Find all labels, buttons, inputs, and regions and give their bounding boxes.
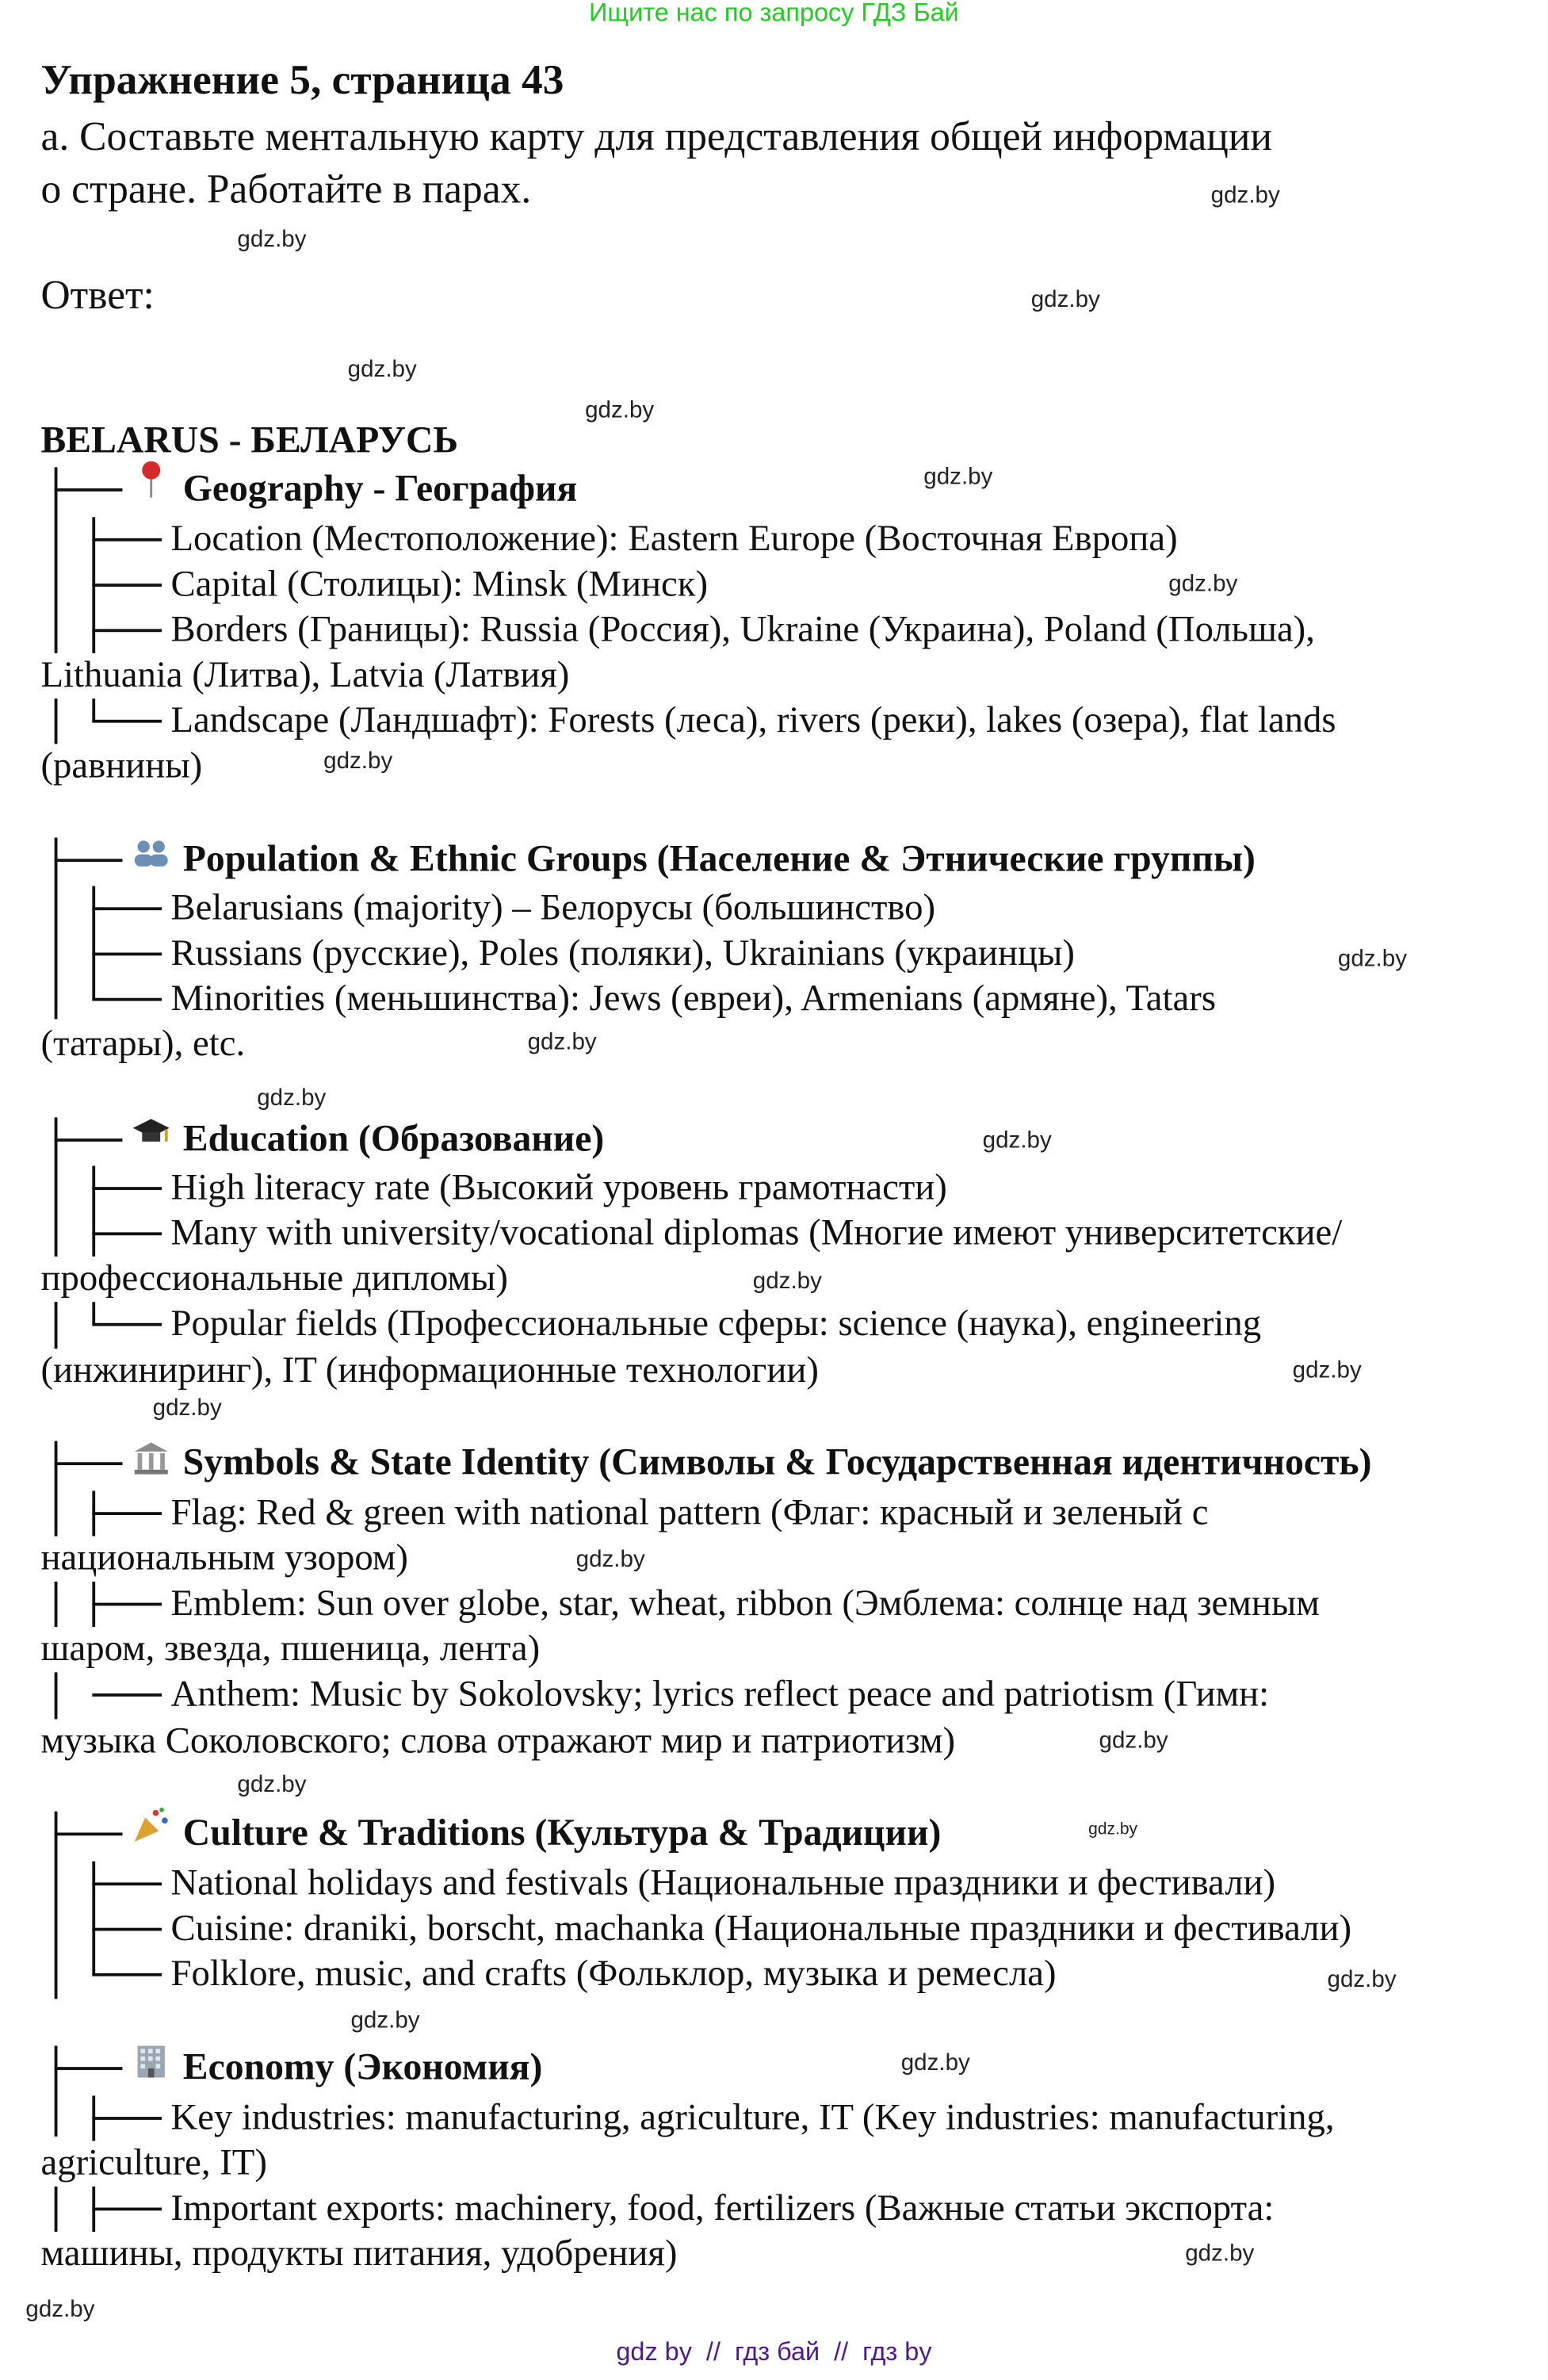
watermark: gdz.by (1292, 1357, 1362, 1384)
branch-item: Popular fields (Профессиональные сферы: science (наука), engineering (170, 1303, 1262, 1345)
tree-line (92, 698, 95, 721)
tree-branch (92, 1693, 162, 1697)
watermark: gdz.by (923, 464, 993, 490)
tree-branch (92, 584, 162, 587)
tree-branch (92, 538, 162, 541)
section-heading-culture: Culture & Traditions (Культура & Традиции) (182, 1812, 942, 1854)
task-line: а. Составьте ментальную карту для представления общей информации (40, 113, 1272, 159)
watermark: gdz.by (1210, 182, 1280, 209)
watermark: gdz.by (1030, 287, 1100, 313)
tree-branch (92, 720, 162, 723)
branch-item-wrap: (татары), etc. (40, 1022, 245, 1067)
branch-item: Russians (русские), Poles (поляки), Ukrainians (украинцы) (170, 932, 1075, 974)
branch-item-wrap: (инжиниринг), IT (информационные технологии) (40, 1349, 818, 1394)
branch-item: Anthem: Music by Sokolovsky; lyrics reflect peace and patriotism (Гимн: (170, 1674, 1270, 1715)
tree-line (55, 2187, 58, 2232)
watermark: gdz.by (1337, 946, 1407, 973)
tree-line (92, 886, 95, 1000)
tree-branch (92, 1323, 162, 1326)
tree-branch (92, 1187, 162, 1190)
tree-branch (92, 1232, 162, 1235)
tree-branch (92, 2208, 162, 2211)
tree-branch (92, 1973, 162, 1976)
branch-item-wrap: национальным узором) (40, 1536, 407, 1582)
tree-branch (92, 1512, 162, 1515)
watermark: gdz.by (1327, 1967, 1397, 1993)
branch-item: Important exports: machinery, food, fertilizers (Важные статьи экспорта: (170, 2187, 1275, 2229)
watermark: gdz.by (900, 2050, 970, 2076)
watermark: gdz.by (585, 397, 655, 424)
branch-item: Belarusians (majority) – Белорусы (большинство) (170, 887, 936, 929)
watermark: gdz.by (350, 2007, 420, 2034)
tree-line (55, 2045, 58, 2136)
watermark: gdz.by (1099, 1728, 1168, 1754)
branch-item: Flag: Red & green with national pattern (Флаг: красный и зеленый с (170, 1492, 1209, 1533)
tree-line (92, 1862, 95, 1975)
page-title: Упражнение 5, страница 43 (40, 57, 564, 105)
tree-branch (92, 998, 162, 1001)
branch-item-wrap: профессиональные дипломы) (40, 1257, 507, 1302)
tree-line (55, 467, 58, 785)
section-heading-symbols: Symbols & State Identity (Символы & Государственная идентичность) (182, 1442, 1372, 1483)
tree-branch (55, 859, 123, 862)
tree-branch (92, 1882, 162, 1885)
party-popper-icon (132, 1805, 171, 1845)
tree-branch (55, 2067, 123, 2070)
footer-links[interactable]: gdz by // гдз бай // гдз by (616, 2337, 932, 2367)
branch-item-wrap: Lithuania (Литва), Latvia (Латвия) (40, 653, 569, 698)
answer-label: Ответ: (40, 272, 155, 318)
branch-item: Landscape (Ландшафт): Forests (леса), rivers (реки), lakes (озера), flat lands (170, 700, 1336, 741)
tree-line (92, 1302, 95, 1325)
branch-item: Cuisine: draniki, borscht, machanka (Национальные праздники и фестивали) (170, 1907, 1352, 1950)
branch-item-wrap: шаром, звезда, пшеница, лента) (40, 1627, 540, 1672)
tree-branch (92, 1928, 162, 1931)
tree-branch (92, 953, 162, 956)
classical-building-icon (132, 1440, 171, 1479)
people-icon (132, 836, 171, 876)
tree-line (55, 1812, 58, 1999)
tree-line (92, 1165, 95, 1256)
watermark: gdz.by (575, 1547, 645, 1573)
watermark: gdz.by (323, 748, 393, 775)
branch-item: Minorities (меньшинства): Jews (евреи), Armenians (армяне), Tatars (170, 978, 1217, 1020)
tree-branch (92, 629, 162, 632)
pin-icon (133, 458, 173, 498)
section-heading-education: Education (Образование) (182, 1119, 605, 1160)
watermark: gdz.by (347, 357, 417, 383)
watermark: gdz.by (152, 1395, 222, 1421)
tree-branch (92, 907, 162, 910)
watermark: gdz.by (25, 2297, 95, 2323)
graduation-cap-icon (132, 1115, 171, 1154)
branch-item-wrap: музыка Соколовского; слова отражают мир и патриотизм) (40, 1719, 955, 1764)
search-banner[interactable]: Ищите нас по запросу ГДЗ Бай (589, 0, 959, 28)
tree-line (55, 1117, 58, 1349)
tree-branch (55, 1138, 123, 1142)
tree-branch (92, 1603, 162, 1606)
branch-item: Borders (Границы): Russia (Россия), Ukraine (Украина), Poland (Польша), (170, 609, 1315, 651)
watermark: gdz.by (752, 1268, 822, 1295)
section-heading-population: Population & Ethnic Groups (Население & Этнические группы) (182, 839, 1256, 880)
branch-item: National holidays and festivals (Национальные праздники и фестивали) (170, 1862, 1276, 1904)
branch-item-wrap: agriculture, IT) (40, 2141, 266, 2187)
mindmap-root: BELARUS - БЕЛАРУСЬ (40, 420, 459, 461)
watermark: gdz.by (1088, 1820, 1138, 1839)
branch-item: Capital (Столицы): Minsk (Минск) (170, 564, 709, 605)
watermark: gdz.by (527, 1029, 597, 1056)
branch-item: Key industries: manufacturing, agriculture, IT (Key industries: manufacturing, (170, 2097, 1335, 2138)
watermark: gdz.by (257, 1085, 327, 1112)
tree-branch (55, 1833, 123, 1836)
tree-branch (55, 488, 123, 492)
branch-item-wrap: машины, продукты питания, удобрения) (40, 2232, 677, 2277)
tree-line (55, 838, 58, 1020)
watermark: gdz.by (237, 1772, 307, 1798)
watermark: gdz.by (1185, 2240, 1255, 2267)
watermark: gdz.by (1168, 571, 1238, 598)
task-line: о стране. Работайте в парах. (40, 166, 532, 212)
branch-item: High literacy rate (Высокий уровень грамотнасти) (170, 1167, 947, 1208)
section-heading-geography: Geography - География (182, 469, 578, 510)
branch-item-wrap: (равнины) (40, 744, 202, 789)
section-heading-economy: Economy (Экономия) (182, 2047, 543, 2088)
watermark: gdz.by (237, 227, 307, 253)
tree-branch (55, 1462, 123, 1465)
branch-item: Many with university/vocational diplomas (Многие имеют университетские/ (170, 1212, 1343, 1254)
office-building-icon (133, 2041, 173, 2081)
branch-item: Folklore, music, and crafts (Фольклор, музыка и ремесла) (170, 1953, 1057, 1995)
branch-item: Emblem: Sun over globe, star, wheat, ribbon (Эмблема: солнце над земным (170, 1582, 1320, 1624)
watermark: gdz.by (982, 1127, 1052, 1154)
tree-branch (92, 2117, 162, 2120)
branch-item: Location (Местоположение): Eastern Europe (Восточная Европа) (170, 518, 1178, 560)
